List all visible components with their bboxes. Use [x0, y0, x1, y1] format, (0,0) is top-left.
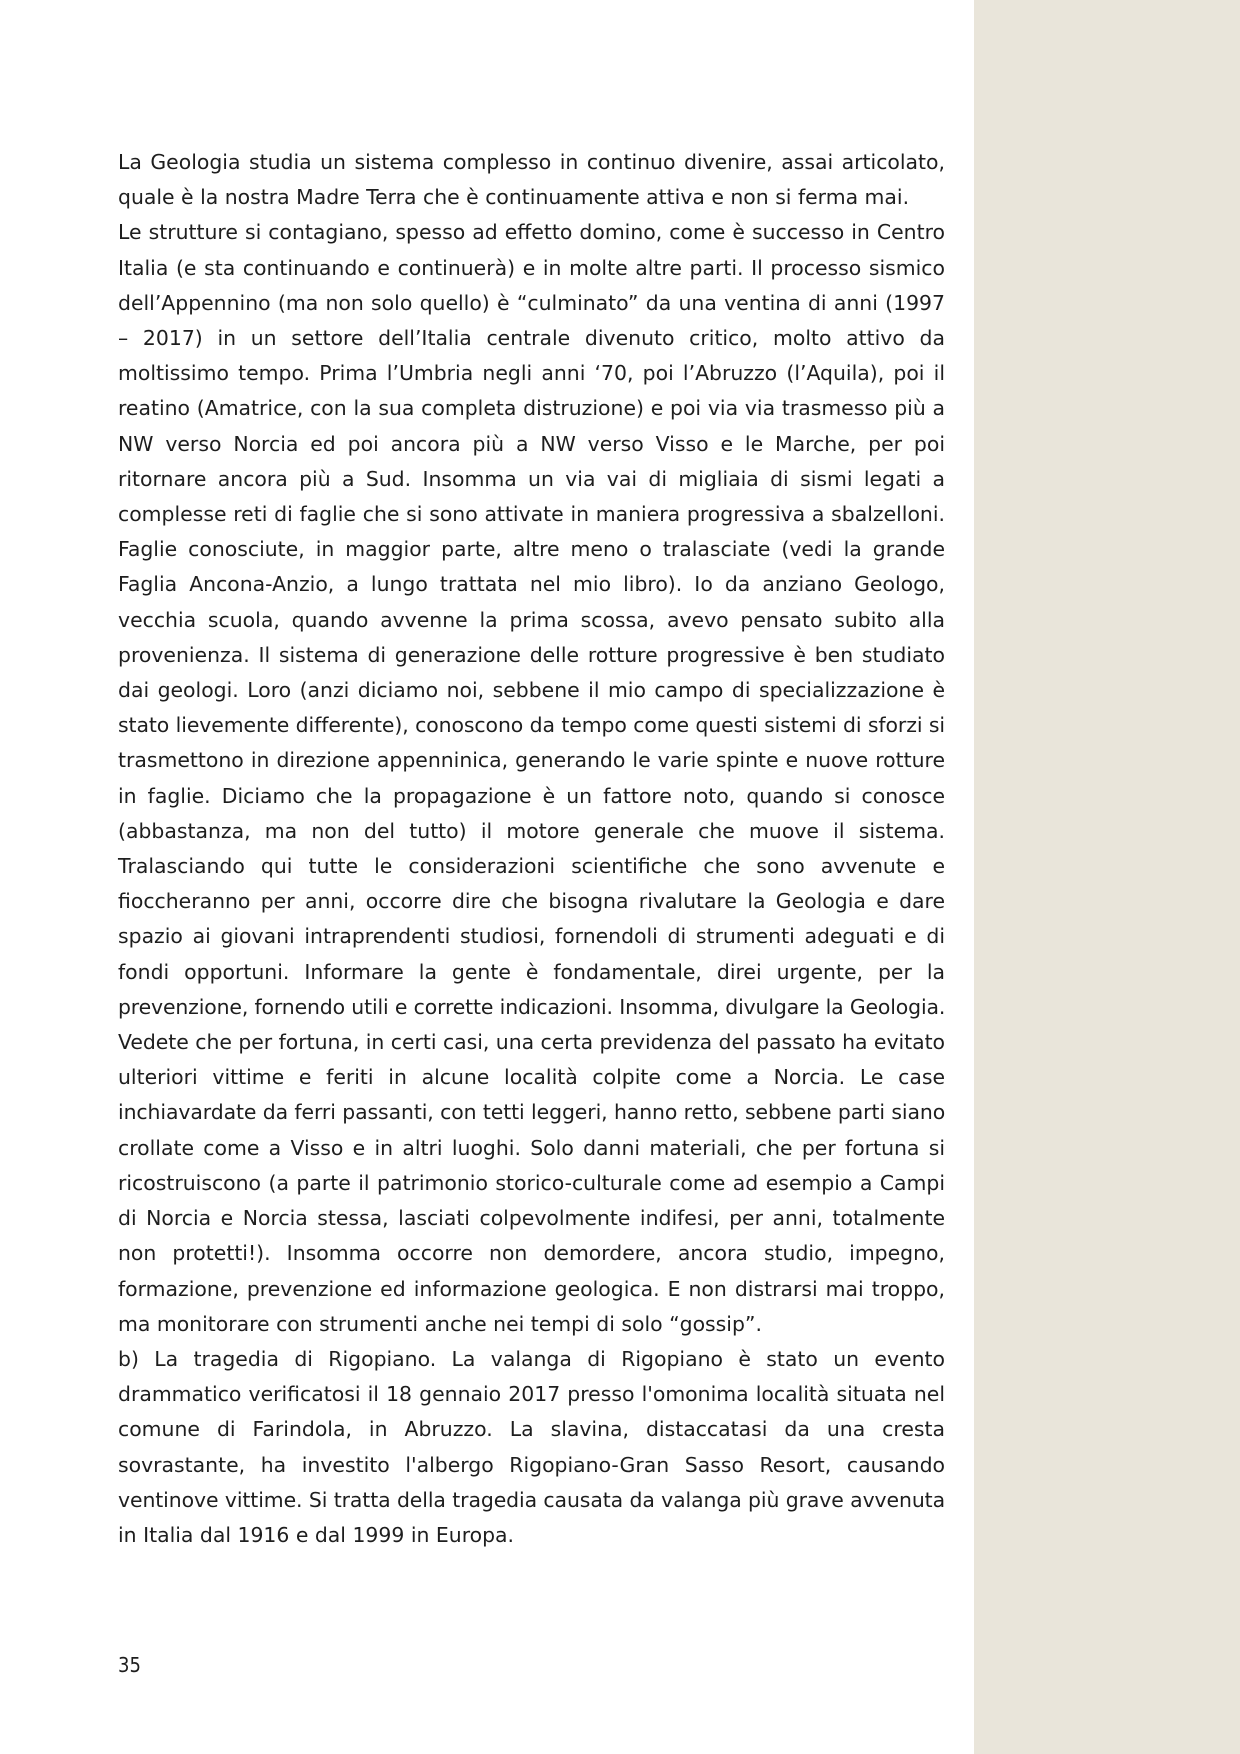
text-line: ma monitorare con strumenti anche nei tempi di solo “gossip”. [118, 1311, 762, 1336]
text-line: Faglia Ancona-Anzio, a lungo trattata nel mio libro). Io da anziano Geologo, [118, 572, 945, 597]
text-line: ventinove vittime. Si tratta della tragedia causata da valanga più grave avvenuta [118, 1487, 945, 1512]
page-side-band [974, 0, 1240, 1754]
text-line: ricostruiscono (a parte il patrimonio storico-culturale come ad esempio a Campi [118, 1170, 945, 1195]
text-line: Faglie conosciute, in maggior parte, altre meno o tralasciate (vedi la grande [118, 537, 945, 562]
text-line: ritornare ancora più a Sud. Insomma un via vai di migliaia di sismi legati a [118, 466, 945, 491]
text-line: sovrastante, ha investito l'albergo Rigopiano-Gran Sasso Resort, causando [118, 1452, 945, 1477]
text-line: La Geologia studia un sistema complesso in continuo divenire, assai articolato, [118, 150, 945, 174]
text-line: moltissimo tempo. Prima l’Umbria negli anni ‘70, poi l’Abruzzo (l’Aquila), poi il [118, 361, 945, 386]
text-line: Le strutture si contagiano, spesso ad effetto domino, come è successo in Centro [118, 220, 945, 245]
text-line: fioccheranno per anni, occorre dire che bisogna rivalutare la Geologia e dare [118, 889, 945, 914]
text-line: in Italia dal 1916 e dal 1999 in Europa. [118, 1522, 515, 1547]
text-line: non protetti!). Insomma occorre non demordere, ancora studio, impegno, [118, 1241, 945, 1266]
text-line: trasmettono in direzione appenninica, generando le varie spinte e nuove rotture [118, 748, 945, 773]
text-line: provenienza. Il sistema di generazione delle rotture progressive è ben studiato [118, 642, 945, 667]
text-line: crollate come a Visso e in altri luoghi. Solo danni materiali, che per fortuna si [118, 1135, 945, 1160]
text-line: reatino (Amatrice, con la sua completa distruzione) e poi via via trasmesso più a [118, 396, 945, 421]
text-line: prevenzione, fornendo utili e corrette indicazioni. Insomma, divulgare la Geologia. [118, 994, 946, 1019]
text-line: drammatico verificatosi il 18 gennaio 2017 presso l'omonima località situata nel [118, 1382, 945, 1407]
text-line: b) La tragedia di Rigopiano. La valanga di Rigopiano è stato un evento [118, 1346, 945, 1371]
text-line: NW verso Norcia ed poi ancora più a NW verso Visso e le Marche, per poi [118, 431, 945, 456]
text-line: formazione, prevenzione ed informazione geologica. E non distrarsi mai troppo, [118, 1276, 945, 1301]
text-line: in faglie. Diciamo che la propagazione è un fattore noto, quando si conosce [118, 783, 945, 808]
page-number: 35 [118, 1653, 141, 1677]
text-line: stato lievemente differente), conoscono da tempo come questi sistemi di sforzi si [118, 713, 945, 738]
text-line: dai geologi. Loro (anzi diciamo noi, sebbene il mio campo di specializzazione è [118, 678, 945, 703]
text-line: Italia (e sta continuando e continuerà) e in molte altre parti. Il processo sismico [118, 255, 945, 280]
text-line: dell’Appennino (ma non solo quello) è “culminato” da una ventina di anni (1997 [118, 290, 945, 315]
text-line: Tralasciando qui tutte le considerazioni scientifiche che sono avvenute e [118, 854, 945, 879]
text-line: Vedete che per fortuna, in certi casi, una certa previdenza del passato ha evitato [118, 1030, 945, 1055]
text-line: ulteriori vittime e feriti in alcune località colpite come a Norcia. Le case [118, 1065, 945, 1090]
text-line: di Norcia e Norcia stessa, lasciati colpevolmente indifesi, per anni, totalmente [118, 1206, 945, 1231]
text-line: spazio ai giovani intraprendenti studiosi, fornendoli di strumenti adeguati e di [118, 924, 945, 949]
text-line: vecchia scuola, quando avvenne la prima scossa, avevo pensato subito alla [118, 607, 945, 632]
text-line: complesse reti di faglie che si sono attivate in maniera progressiva a sbalzelloni. [118, 502, 945, 527]
text-line: fondi opportuni. Informare la gente è fondamentale, direi urgente, per la [118, 959, 945, 984]
text-line: quale è la nostra Madre Terra che è continuamente attiva e non si ferma mai. [118, 185, 910, 210]
text-line: comune di Farindola, in Abruzzo. La slavina, distaccatasi da una cresta [118, 1417, 945, 1442]
text-line: (abbastanza, ma non del tutto) il motore generale che muove il sistema. [118, 818, 945, 843]
text-line: – 2017) in un settore dell’Italia centrale divenuto critico, molto attivo da [118, 326, 945, 351]
body-text [118, 145, 945, 1553]
text-line: inchiavardate da ferri passanti, con tetti leggeri, hanno retto, sebbene parti siano [118, 1100, 946, 1125]
